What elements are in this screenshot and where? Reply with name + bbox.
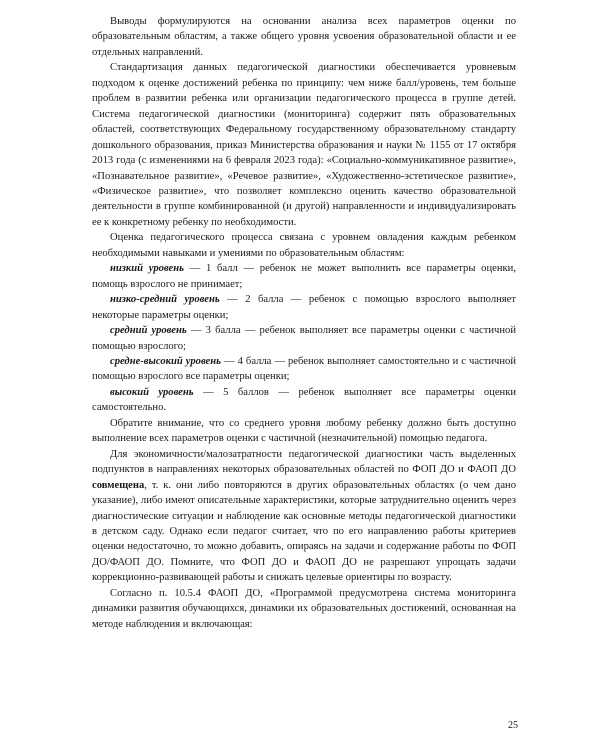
level-name: низкий уровень xyxy=(110,263,184,275)
paragraph-standardization: Стандартизация данных педагогической диагностики обеспечивается уровневым подходом к оценке достижений ребенка по принципу: чем ниже балл/уровень, тем больше проблем в развитии ребенка или организации педагогического процесса в группе детей. Система педагогической диагностики (мониторинга) содержит пять образовательных областей, соответствующих Федеральному государственному образовательному стандарту дошкольного образования, приказ Министерства образования и науки № 1155 от 17 октября 2013 года (с изменениями на 6 февраля 2023 года): «Социально-коммуникативное развитие», «Познавательное развитие», «Речевое развитие», «Художественно-эстетическое развитие», «Физическое развитие», что позволяет комплексно оценить качество образовательной деятельности в группе комбинированной (и другой) направленности и индивидуализировать ее к конкретному ребенку по необходимости. xyxy=(92,62,516,228)
level-description: — 2 балла — ребенок с помощью взрослого выполняет некоторые параметры оценки; xyxy=(92,294,517,321)
paragraph-economy xyxy=(92,447,516,586)
paragraph-faop-quote: Согласно п. 10.5.4 ФАОП ДО, «Программой предусмотрена система мониторинга динамики развития обучающихся, динамики их образовательных достижений, основанная на методе наблюдения и включающая: xyxy=(92,587,516,630)
level-description: — 4 балла — ребенок выполняет самостоятельно и с частичной помощью взрослого все параметры оценки; xyxy=(92,355,517,383)
paragraph-assessment-intro: Оценка педагогического процесса связана с уровнем овладения каждым ребенком необходимыми навыками и умениями по образовательным областям: xyxy=(92,232,516,259)
level-item xyxy=(92,261,516,292)
level-description: — 3 балла — ребенок выполняет все параметры оценки с частичной помощью взрослого; xyxy=(92,325,516,352)
level-name: средне-высокий уровень xyxy=(110,355,221,367)
paragraph-notice: Обратите внимание, что со среднего уровня любому ребенку должно быть доступно выполнение всех параметров оценки с частичной (незначительной) помощью педагога. xyxy=(92,417,516,445)
level-item xyxy=(92,354,516,385)
page-number: 25 xyxy=(508,720,518,731)
level-name: низко-средний уровень xyxy=(110,294,220,306)
level-name: высокий уровень xyxy=(110,386,194,398)
body-text xyxy=(92,14,516,632)
paragraph-conclusions: Выводы формулируются на основании анализа всех параметров оценки по образовательным областям, а также общего уровня усвоения образовательной области и ее отдельных направлений. xyxy=(92,16,516,58)
level-item xyxy=(92,292,516,323)
level-item xyxy=(92,385,516,416)
level-description: — 1 балл — ребенок не может выполнить все параметры оценки, помощь взрослого не принимает; xyxy=(92,263,516,290)
economy-text-bold: совмещена xyxy=(92,479,145,491)
level-name: средний уровень xyxy=(110,325,187,337)
level-description: — 5 баллов — ребенок выполняет все параметры оценки самостоятельно. xyxy=(92,386,517,414)
economy-text-start: Для экономичности/малозатратности педагогической диагностики часть выделенных подпунктов в направлениях некоторых образовательных областей по ФОП ДО и ФАОП ДО xyxy=(92,448,516,476)
level-item xyxy=(92,323,516,354)
economy-text-end: , т. к. они либо повторяются в других образовательных областях (о чем дано указание), либо имеют описательные характеристики, которые затруднительно оценить через диагностические ситуации и наблюдение как основные методы педагогической диагностики в детском саду. Однако если педагог считает, что по его направлению работы критериев оценки недостаточно, то можно добавить, опираясь на задачи и содержание работы по ФОП ДО/ФАОП ДО. Помните, что ФОП ДО и ФАОП ДО не разрешают упрощать задачи коррекционно-развивающей работы и снижать целевые ориентиры по возрасту. xyxy=(92,479,516,584)
